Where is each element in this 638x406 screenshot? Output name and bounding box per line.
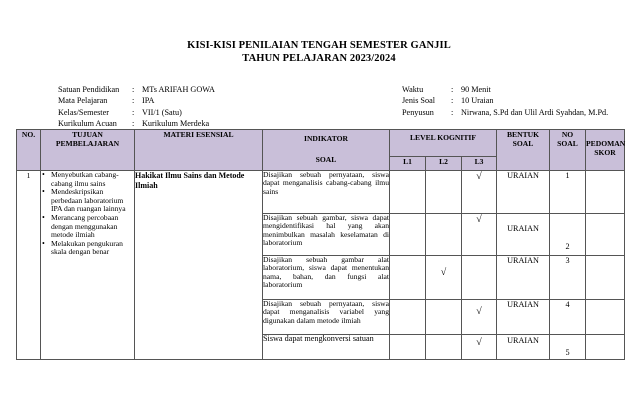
materi-esensial: Hakikat Ilmu Sains dan Metode Ilmiah (135, 171, 263, 360)
level-l1-cell (390, 335, 426, 360)
nomor-soal: 2 (550, 214, 586, 256)
meta-label: Kelas/Semester (58, 107, 109, 117)
header-l2: L2 (426, 157, 462, 171)
indikator-soal: Disajikan sebuah gambar, siswa dapat mengidentifikasi hal yang akan menimbulkan masalah keselamatan di laboratorium (263, 214, 390, 256)
header-no-soal: NO SOAL (550, 130, 586, 171)
document-subtitle: TAHUN PELAJARAN 2023/2024 (242, 53, 396, 64)
level-l3-check: √ (462, 171, 497, 214)
nomor-soal: 5 (550, 335, 586, 360)
meta-value: Kurikulum Merdeka (142, 118, 210, 128)
meta-label: Jenis Soal (402, 96, 435, 106)
header-no: NO. (17, 130, 41, 171)
meta-value: MTs ARIFAH GOWA (142, 85, 215, 94)
meta-left (58, 84, 215, 129)
meta-row (402, 95, 608, 106)
indikator-soal: Disajikan sebuah gambar alat laboratorium, siswa dapat menentukan nama, bahan, dan fungsi alat laboratorium (263, 256, 390, 300)
level-l2-cell (426, 214, 462, 256)
bentuk-soal: URAIAN (497, 214, 550, 256)
meta-value: Nirwana, S.Pd dan Ulil Ardi Syahdan, M.Pd. (461, 107, 609, 117)
nomor-soal: 3 (550, 256, 586, 300)
meta-colon: : (451, 85, 454, 94)
level-l1-cell (390, 214, 426, 256)
meta-value: IPA (142, 96, 155, 106)
meta-row (58, 118, 215, 129)
header-level-kognitif: LEVEL KOGNITIF (390, 130, 497, 157)
pedoman-skor-cell (586, 256, 625, 300)
meta-label: Penyusun (402, 107, 434, 117)
tujuan-pembelajaran (41, 171, 135, 360)
header-tujuan: TUJUAN PEMBELAJARAN (41, 130, 135, 171)
level-l3-cell (462, 256, 497, 300)
meta-row (58, 95, 215, 106)
bentuk-soal: URAIAN (497, 300, 550, 335)
meta-row (58, 107, 215, 118)
meta-label: Waktu (402, 85, 424, 94)
header-materi: MATERI ESENSIAL (135, 130, 263, 171)
list-item: • Merancang percobaan dengan menggunakan metode ilmiah (51, 214, 134, 240)
meta-colon: : (132, 85, 135, 94)
meta-label: Mata Pelajaran (58, 96, 108, 106)
level-l3-check: √ (462, 335, 497, 360)
meta-row (58, 84, 215, 95)
table-row (17, 171, 625, 214)
tujuan-list (41, 171, 134, 257)
meta-right (402, 84, 608, 118)
level-l2-cell (426, 171, 462, 214)
pedoman-skor-cell (586, 214, 625, 256)
meta-row (402, 84, 608, 95)
meta-colon: : (132, 96, 135, 106)
document-title: KISI-KISI PENILAIAN TENGAH SEMESTER GANJIL (187, 40, 451, 51)
level-l3-check: √ (462, 214, 497, 256)
meta-value: 90 Menit (461, 85, 491, 94)
header-pedoman-skor: PEDOMAN SKOR (586, 130, 625, 171)
meta-value: 10 Uraian (461, 96, 494, 106)
row-number: 1 (17, 171, 41, 360)
meta-value: VII/1 (Satu) (142, 107, 182, 117)
indikator-soal: Siswa dapat mengkonversi satuan (263, 335, 390, 360)
level-l1-cell (390, 300, 426, 335)
pedoman-skor-cell (586, 171, 625, 214)
level-l2-cell (426, 335, 462, 360)
meta-colon: : (132, 107, 135, 117)
list-item: • Melakukan pengukuran skala dengan benar (51, 240, 134, 257)
level-l2-cell (426, 300, 462, 335)
pedoman-skor-cell (586, 335, 625, 360)
header-l1: L1 (390, 157, 426, 171)
meta-colon: : (132, 118, 135, 128)
level-l2-check: √ (426, 256, 462, 300)
list-item: • Menyebutkan cabang-cabang ilmu sains (51, 171, 134, 188)
nomor-soal: 4 (550, 300, 586, 335)
level-l1-cell (390, 256, 426, 300)
header-indikator: INDIKATOR SOAL (263, 130, 390, 171)
meta-label: Kurikulum Acuan (58, 118, 117, 128)
pedoman-skor-cell (586, 300, 625, 335)
level-l1-cell (390, 171, 426, 214)
meta-colon: : (451, 96, 454, 106)
bentuk-soal: URAIAN (497, 256, 550, 300)
indikator-soal: Disajikan sebuah pernyataan, siswa dapat menganalisis cabang-cabang ilmu sains (263, 171, 390, 214)
list-item: • Mendeskripsikan perbedaan laboratorium IPA dan ruangan lainnya (51, 188, 134, 214)
header-row (17, 130, 625, 157)
meta-colon: : (451, 107, 454, 117)
header-l3: L3 (462, 157, 497, 171)
level-l3-check: √ (462, 300, 497, 335)
bentuk-soal: URAIAN (497, 171, 550, 214)
nomor-soal: 1 (550, 171, 586, 214)
indikator-soal: Disajikan sebuah pernyataan, siswa dapat menganalisis variabel yang digunakan dalam metode ilmiah (263, 300, 390, 335)
meta-label: Satuan Pendidikan (58, 85, 120, 94)
header-bentuk-soal: BENTUK SOAL (497, 130, 550, 171)
bentuk-soal: URAIAN (497, 335, 550, 360)
meta-row (402, 107, 608, 118)
kisi-kisi-table (16, 129, 625, 360)
